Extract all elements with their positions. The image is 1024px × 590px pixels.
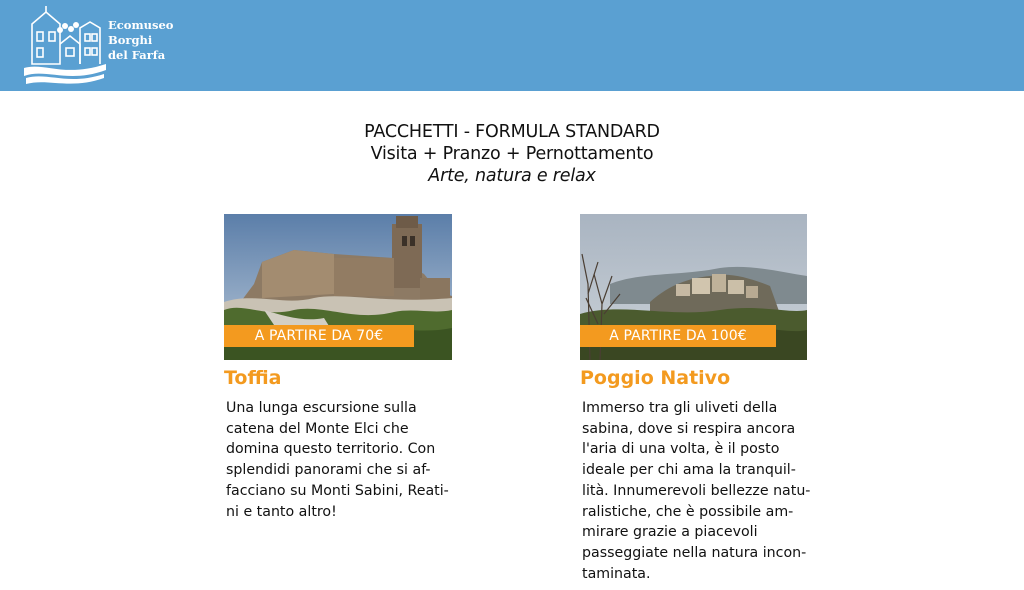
price-badge: A PARTIRE DA 70€	[224, 325, 414, 347]
package-title[interactable]: Poggio Nativo	[580, 367, 731, 389]
ecomuseo-logo[interactable]	[24, 4, 174, 86]
price-badge: A PARTIRE DA 100€	[580, 325, 776, 347]
brand-line-3: del Farfa	[108, 48, 166, 62]
page-heading	[0, 121, 1024, 187]
package-title[interactable]: Toffia	[224, 367, 282, 389]
package-description: Una lunga escursione sulla catena del Monte Elci che domina questo territorio. Con splendidi panorami che si af- facciano su Monti Sabini, Reati- ni e tanto altro!	[226, 400, 449, 520]
heading-title: PACCHETTI - FORMULA STANDARD	[364, 122, 660, 142]
header-bar	[0, 0, 1024, 91]
poggio-nativo-photo[interactable]	[580, 214, 807, 360]
heading-subtitle: Visita + Pranzo + Pernottamento	[370, 144, 654, 164]
brand-line-1: Ecomuseo	[108, 18, 174, 32]
brand-line-2: Borghi	[108, 33, 153, 47]
heading-tagline: Arte, natura e relax	[428, 166, 596, 186]
package-description: Immerso tra gli uliveti della sabina, dove si respira ancora l'aria di una volta, è il posto ideale per chi ama la tranquil- lità. Innumerevoli bellezze natu- ralistiche, che è possibile am- mirare grazie a piacevoli passeggiate nella natura incon- taminata.	[582, 400, 811, 582]
brand-name	[108, 18, 173, 63]
toffia-photo[interactable]	[224, 214, 452, 360]
package-card-toffia[interactable]	[224, 214, 464, 522]
village-logo-icon	[24, 4, 106, 86]
package-card-poggio-nativo[interactable]	[580, 214, 820, 584]
